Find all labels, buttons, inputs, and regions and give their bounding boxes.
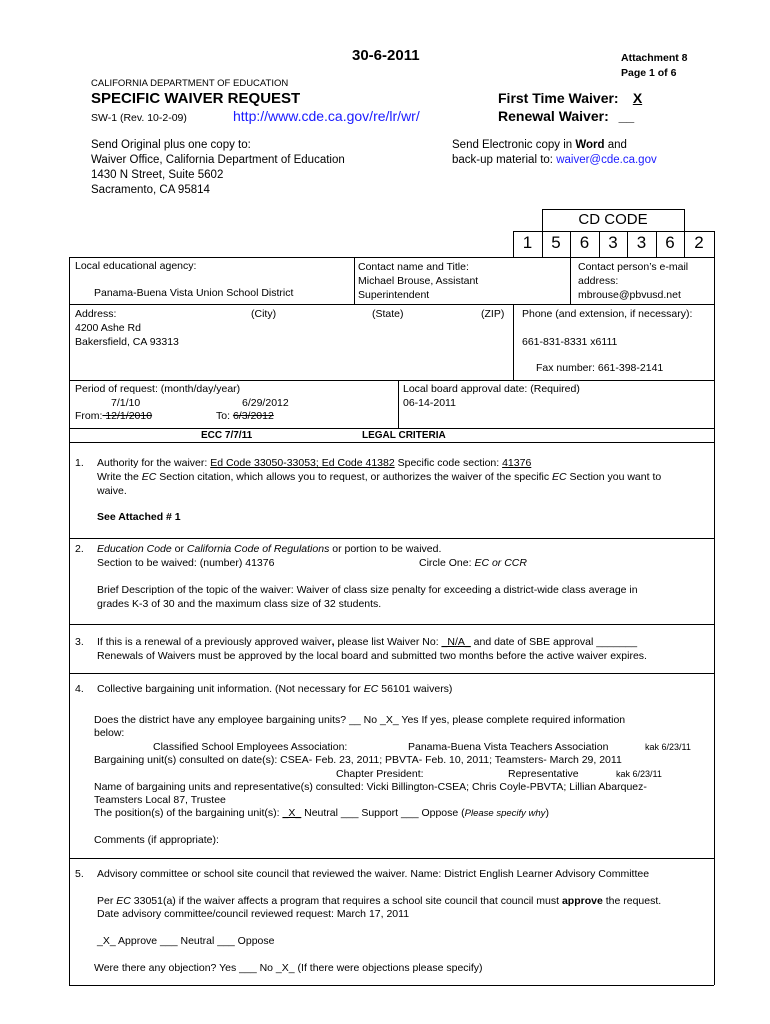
council-text-end: the request.	[602, 895, 662, 907]
representative: Representative	[508, 768, 579, 780]
cd-code-digit: 5	[551, 233, 561, 252]
section-to-be-waived: Section to be waived: (number) 41376	[97, 557, 275, 569]
phone-label: Phone (and extension, if necessary):	[522, 308, 693, 320]
send-line: Send Original plus one copy to:	[91, 139, 251, 151]
advisory-committee: Advisory committee or school site council that reviewed the waiver. Name: District English Learner Advisory Committee	[97, 868, 650, 880]
bargaining-ec: EC	[363, 683, 379, 695]
address-line-1: 4200 Ashe Rd	[75, 322, 141, 334]
code-section-label: Specific code section:	[394, 457, 503, 469]
form-title: SPECIFIC WAIVER REQUEST	[91, 90, 301, 107]
renewal-value: __	[618, 108, 635, 124]
item-3-renewal	[97, 636, 637, 648]
sbe-approval-date: and date of SBE approval _______	[470, 636, 638, 648]
waiver-no-label: please list Waiver No:	[334, 636, 442, 648]
item-2-number: 2.	[75, 543, 84, 555]
waiver-no-value: _N/A_	[441, 636, 471, 648]
objection-question: Were there any objection? Yes ___ No _X_ (If there were objections please specify)	[94, 962, 483, 974]
waiver-email-link[interactable]: waiver@cde.ca.gov	[556, 154, 657, 166]
send-line: Waiver Office, California Department of Education	[91, 154, 345, 166]
renewal-text: If this is a renewal of a previously approved waiver	[97, 636, 332, 648]
period-label: Period of request: (month/day/year)	[75, 383, 241, 395]
approve-emphasis: approve	[561, 895, 603, 907]
per-text: Per	[97, 895, 117, 907]
item-1-authority	[97, 457, 531, 469]
per-ec: EC	[116, 895, 131, 907]
word-format: Word	[575, 139, 605, 151]
phone-value: 661-831-8331 x6111	[522, 336, 618, 348]
email-label: Contact person’s e-mail	[578, 261, 689, 273]
ccr-text: California Code of Regulations	[186, 543, 330, 555]
authority-codes: Ed Code 33050-33053; Ed Code 41382	[210, 457, 395, 469]
brief-description-2: grades K-3 of 30 and the maximum class size of 32 students.	[97, 598, 382, 610]
code-section-value: 41376	[502, 457, 532, 469]
send-line: Sacramento, CA 95814	[91, 184, 210, 196]
position-options: Neutral ___ Support ___ Oppose (	[301, 807, 465, 819]
department-name: CALIFORNIA DEPARTMENT OF EDUCATION	[91, 78, 289, 89]
period-from	[75, 410, 152, 422]
neutral-mark: _X_	[282, 807, 302, 819]
contact-label: Contact name and Title:	[358, 261, 469, 273]
instr-text-mid: Section citation, which allows you to request, or authorizes the waiver of the specific	[156, 471, 553, 483]
representatives-consulted: Name of bargaining units and representative(s) consulted: Vicki Billington-CSEA; Chris Coyle-PBVTA; Lillian Abarquez-	[94, 781, 647, 793]
circle-one-label: Circle One:	[419, 557, 475, 569]
item-5-number: 5.	[75, 868, 84, 880]
attachment-label: Attachment 8	[621, 52, 688, 64]
item-3-note: Renewals of Waivers must be approved by the local board and submitted two months before the active waiver expires.	[97, 650, 647, 662]
instr-text-end: Section you want to	[566, 471, 662, 483]
electronic-text: Send Electronic copy in	[452, 139, 576, 151]
fax-number: Fax number: 661-398-2141	[536, 362, 664, 374]
bargaining-text-end: 56101 waivers)	[378, 683, 453, 695]
legal-criteria-heading: LEGAL CRITERIA	[362, 430, 446, 441]
item-4-heading	[97, 683, 452, 695]
from-label: From:	[75, 410, 103, 422]
first-time-waiver	[498, 90, 652, 106]
send-electronic-block	[452, 138, 657, 168]
cd-code-label: CD CODE	[578, 211, 648, 228]
item-1-instructions	[97, 471, 661, 483]
council-text: 33051(a) if the waiver affects a program that requires a school site council that council must	[130, 895, 562, 907]
instr-ec-2: EC	[552, 471, 567, 483]
to-label: To:	[216, 410, 231, 422]
item-1-waive: waive.	[97, 485, 127, 497]
initials-note: kak 6/23/11	[645, 742, 691, 752]
address-line-2: Bakersfield, CA 93313	[75, 336, 179, 348]
cd-code-digit: 3	[608, 233, 618, 252]
lea-label: Local educational agency:	[75, 260, 197, 272]
waiver-url-link[interactable]: http://www.cde.ca.gov/re/lr/wr/	[233, 108, 420, 124]
bargaining-question: Does the district have any employee bargaining units? __ No _X_ Yes If yes, please complete required information	[94, 714, 626, 726]
council-position: _X_ Approve ___ Neutral ___ Oppose	[97, 935, 275, 947]
initials-note-2: kak 6/23/11	[616, 769, 662, 779]
representatives-consulted-2: Teamsters Local 87, Trustee	[94, 794, 226, 806]
state-label: (State)	[372, 308, 404, 320]
chapter-president: Chapter President:	[336, 768, 424, 780]
instr-text: Write the	[97, 471, 142, 483]
item-3-number: 3.	[75, 636, 84, 648]
item-2-heading	[97, 543, 441, 555]
email-label-2: address:	[578, 275, 619, 287]
to-old-date: 6/3/2012	[232, 410, 274, 422]
contact-title: Superintendent	[358, 289, 430, 301]
see-attached: See Attached # 1	[97, 511, 181, 523]
electronic-text-end: and	[604, 139, 627, 151]
renewal-comma: ,	[331, 636, 335, 648]
or-text: or	[171, 543, 187, 555]
comments-label: Comments (if appropriate):	[94, 834, 219, 846]
renewal-label: Renewal Waiver:	[498, 108, 609, 124]
send-line: 1430 N Street, Suite 5602	[91, 169, 224, 181]
from-old-date: 12/1/2010	[102, 410, 153, 422]
teachers-association: Panama-Buena Vista Teachers Association	[408, 741, 609, 753]
bargaining-position	[94, 807, 549, 819]
address-label: Address:	[75, 308, 117, 320]
cd-code-digit: 3	[636, 233, 647, 252]
cd-code-digit: 6	[579, 233, 590, 252]
position-close: )	[545, 807, 549, 819]
school-site-council-note	[97, 895, 661, 907]
first-time-value: X	[632, 90, 643, 106]
city-label: (City)	[251, 308, 277, 320]
form-id: SW-1 (Rev. 10-2-09)	[91, 112, 187, 124]
circle-one-value: EC or CCR	[474, 557, 527, 569]
period-to-new: 6/29/2012	[242, 397, 289, 409]
bargaining-below: below:	[94, 727, 125, 739]
position-label: The position(s) of the bargaining unit(s):	[94, 807, 283, 819]
ecc-stamp: ECC 7/7/11	[201, 430, 253, 441]
instr-ec: EC	[141, 471, 157, 483]
send-original-block	[91, 138, 345, 198]
review-date: Date advisory committee/council reviewed request: March 17, 2011	[97, 908, 410, 920]
item-4-number: 4.	[75, 683, 84, 695]
first-time-label: First Time Waiver:	[498, 90, 619, 106]
board-approval-label: Local board approval date: (Required)	[403, 383, 580, 395]
authority-text: Authority for the waiver:	[97, 457, 211, 469]
classified-association: Classified School Employees Association:	[153, 741, 348, 753]
document-date: 30-6-2011	[352, 47, 420, 64]
email-block	[578, 260, 688, 302]
zip-label: (ZIP)	[481, 308, 505, 320]
bargaining-text: Collective bargaining unit information. (Not necessary for	[97, 683, 364, 695]
period-to	[216, 410, 274, 422]
brief-description: Brief Description of the topic of the waiver: Waiver of class size penalty for exceeding a district-wide class average in	[97, 584, 638, 596]
circle-one	[419, 557, 527, 569]
contact-name: Michael Brouse, Assistant	[358, 275, 479, 287]
lea-value: Panama-Buena Vista Union School District	[94, 287, 294, 299]
cd-code-digit: 6	[665, 233, 675, 252]
portion-text: or portion to be waived.	[329, 543, 442, 555]
period-from-new: 7/1/10	[111, 397, 141, 409]
cd-code-digit: 1	[522, 233, 533, 252]
item-1-number: 1.	[75, 457, 84, 469]
cd-code-digit: 2	[694, 233, 704, 252]
contact-block	[358, 260, 478, 302]
specify-why: Please specify why	[464, 808, 546, 819]
renewal-waiver	[498, 108, 634, 124]
page-number: Page 1 of 6	[621, 67, 677, 79]
backup-text: back-up material to:	[452, 154, 557, 166]
board-approval-date: 06-14-2011	[403, 397, 456, 409]
consulted-dates: Bargaining unit(s) consulted on date(s): CSEA- Feb. 23, 2011; PBVTA- Feb. 10, 2011; Teamsters- March 29, 2011	[94, 754, 622, 766]
education-code: Education Code	[97, 543, 172, 555]
email-value: mbrouse@pbvusd.net	[578, 289, 681, 301]
